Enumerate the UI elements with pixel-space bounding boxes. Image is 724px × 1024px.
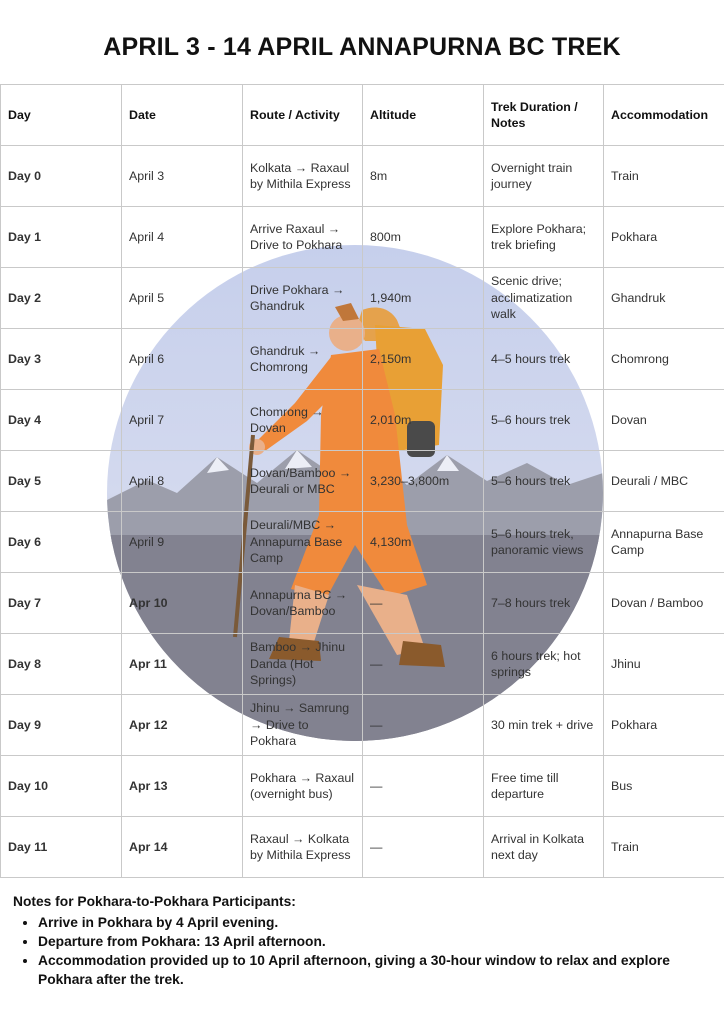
route-cell: Drive Pokhara → Ghandruk bbox=[243, 268, 363, 329]
notes-section bbox=[13, 892, 724, 989]
table-row bbox=[1, 695, 724, 756]
day-cell: Day 7 bbox=[1, 573, 122, 634]
notes-item: • Departure from Pokhara: 13 April afternoon. bbox=[38, 932, 724, 951]
table-row bbox=[1, 329, 724, 390]
table-row bbox=[1, 573, 724, 634]
accommodation-cell: Train bbox=[604, 146, 724, 207]
altitude-cell: — bbox=[363, 573, 484, 634]
day-cell: Day 10 bbox=[1, 756, 122, 817]
day-cell: Day 3 bbox=[1, 329, 122, 390]
notes-heading: Notes for Pokhara-to-Pokhara Participants: bbox=[13, 894, 296, 909]
altitude-cell: 800m bbox=[363, 207, 484, 268]
day-cell: Day 1 bbox=[1, 207, 122, 268]
table-row bbox=[1, 512, 724, 573]
table-row bbox=[1, 817, 724, 878]
date-cell: April 5 bbox=[122, 268, 243, 329]
notes-cell: 6 hours trek; hot springs bbox=[484, 634, 604, 695]
date-cell: April 3 bbox=[122, 146, 243, 207]
date-cell: April 7 bbox=[122, 390, 243, 451]
route-cell: Raxaul → Kolkata by Mithila Express bbox=[243, 817, 363, 878]
table-row bbox=[1, 207, 724, 268]
notes-cell: Free time till departure bbox=[484, 756, 604, 817]
date-cell: April 4 bbox=[122, 207, 243, 268]
table-row bbox=[1, 146, 724, 207]
accommodation-cell: Deurali / MBC bbox=[604, 451, 724, 512]
day-cell: Day 4 bbox=[1, 390, 122, 451]
table-row bbox=[1, 451, 724, 512]
day-cell: Day 11 bbox=[1, 817, 122, 878]
altitude-cell: — bbox=[363, 634, 484, 695]
date-cell: Apr 14 bbox=[122, 817, 243, 878]
accommodation-cell: Dovan / Bamboo bbox=[604, 573, 724, 634]
day-cell: Day 5 bbox=[1, 451, 122, 512]
date-cell: Apr 10 bbox=[122, 573, 243, 634]
notes-list bbox=[13, 913, 724, 989]
route-cell: Annapurna BC → Dovan/Bamboo bbox=[243, 573, 363, 634]
route-cell: Dovan/Bamboo → Deurali or MBC bbox=[243, 451, 363, 512]
notes-cell: 5–6 hours trek bbox=[484, 451, 604, 512]
notes-item: • Accommodation provided up to 10 April afternoon, giving a 30-hour window to relax and explore Pokhara after the trek. bbox=[38, 951, 724, 989]
table-row bbox=[1, 634, 724, 695]
date-cell: Apr 12 bbox=[122, 695, 243, 756]
route-cell: Kolkata → Raxaul by Mithila Express bbox=[243, 146, 363, 207]
altitude-cell: — bbox=[363, 817, 484, 878]
altitude-cell: — bbox=[363, 756, 484, 817]
notes-cell: Scenic drive; acclimatization walk bbox=[484, 268, 604, 329]
notes-cell: Explore Pokhara; trek briefing bbox=[484, 207, 604, 268]
notes-cell: 5–6 hours trek, panoramic views bbox=[484, 512, 604, 573]
notes-cell: 4–5 hours trek bbox=[484, 329, 604, 390]
accommodation-cell: Bus bbox=[604, 756, 724, 817]
day-cell: Day 8 bbox=[1, 634, 122, 695]
route-cell: Deurali/MBC → Annapurna Base Camp bbox=[243, 512, 363, 573]
route-cell: Pokhara → Raxaul (overnight bus) bbox=[243, 756, 363, 817]
day-cell: Day 6 bbox=[1, 512, 122, 573]
date-cell: Apr 11 bbox=[122, 634, 243, 695]
header-day: Day bbox=[1, 85, 122, 146]
header-date: Date bbox=[122, 85, 243, 146]
notes-cell: Overnight train journey bbox=[484, 146, 604, 207]
route-cell: Ghandruk → Chomrong bbox=[243, 329, 363, 390]
date-cell: April 9 bbox=[122, 512, 243, 573]
day-cell: Day 2 bbox=[1, 268, 122, 329]
date-cell: Apr 13 bbox=[122, 756, 243, 817]
altitude-cell: 2,010m bbox=[363, 390, 484, 451]
accommodation-cell: Pokhara bbox=[604, 695, 724, 756]
altitude-cell: 1,940m bbox=[363, 268, 484, 329]
accommodation-cell: Pokhara bbox=[604, 207, 724, 268]
day-cell: Day 0 bbox=[1, 146, 122, 207]
altitude-cell: 2,150m bbox=[363, 329, 484, 390]
accommodation-cell: Dovan bbox=[604, 390, 724, 451]
notes-cell: 7–8 hours trek bbox=[484, 573, 604, 634]
page-title: APRIL 3 - 14 APRIL ANNAPURNA BC TREK bbox=[103, 33, 621, 61]
altitude-cell: 3,230–3,800m bbox=[363, 451, 484, 512]
accommodation-cell: Jhinu bbox=[604, 634, 724, 695]
altitude-cell: 4,130m bbox=[363, 512, 484, 573]
header-accommodation: Accommodation bbox=[604, 85, 724, 146]
route-cell: Bamboo → Jhinu Danda (Hot Springs) bbox=[243, 634, 363, 695]
date-cell: April 6 bbox=[122, 329, 243, 390]
notes-cell: 5–6 hours trek bbox=[484, 390, 604, 451]
notes-item: • Arrive in Pokhara by 4 April evening. bbox=[38, 913, 724, 932]
date-cell: April 8 bbox=[122, 451, 243, 512]
route-cell: Chomrong → Dovan bbox=[243, 390, 363, 451]
itinerary-table bbox=[0, 84, 724, 878]
header-altitude: Altitude bbox=[363, 85, 484, 146]
accommodation-cell: Annapurna Base Camp bbox=[604, 512, 724, 573]
accommodation-cell: Chomrong bbox=[604, 329, 724, 390]
header-notes: Trek Duration / Notes bbox=[484, 85, 604, 146]
altitude-cell: — bbox=[363, 695, 484, 756]
table-row bbox=[1, 268, 724, 329]
notes-cell: Arrival in Kolkata next day bbox=[484, 817, 604, 878]
notes-cell: 30 min trek + drive bbox=[484, 695, 604, 756]
day-cell: Day 9 bbox=[1, 695, 122, 756]
table-header-row bbox=[1, 85, 724, 146]
table-row bbox=[1, 390, 724, 451]
altitude-cell: 8m bbox=[363, 146, 484, 207]
route-cell: Jhinu → Samrung → Drive to Pokhara bbox=[243, 695, 363, 756]
header-route: Route / Activity bbox=[243, 85, 363, 146]
route-cell: Arrive Raxaul → Drive to Pokhara bbox=[243, 207, 363, 268]
accommodation-cell: Train bbox=[604, 817, 724, 878]
table-row bbox=[1, 756, 724, 817]
accommodation-cell: Ghandruk bbox=[604, 268, 724, 329]
